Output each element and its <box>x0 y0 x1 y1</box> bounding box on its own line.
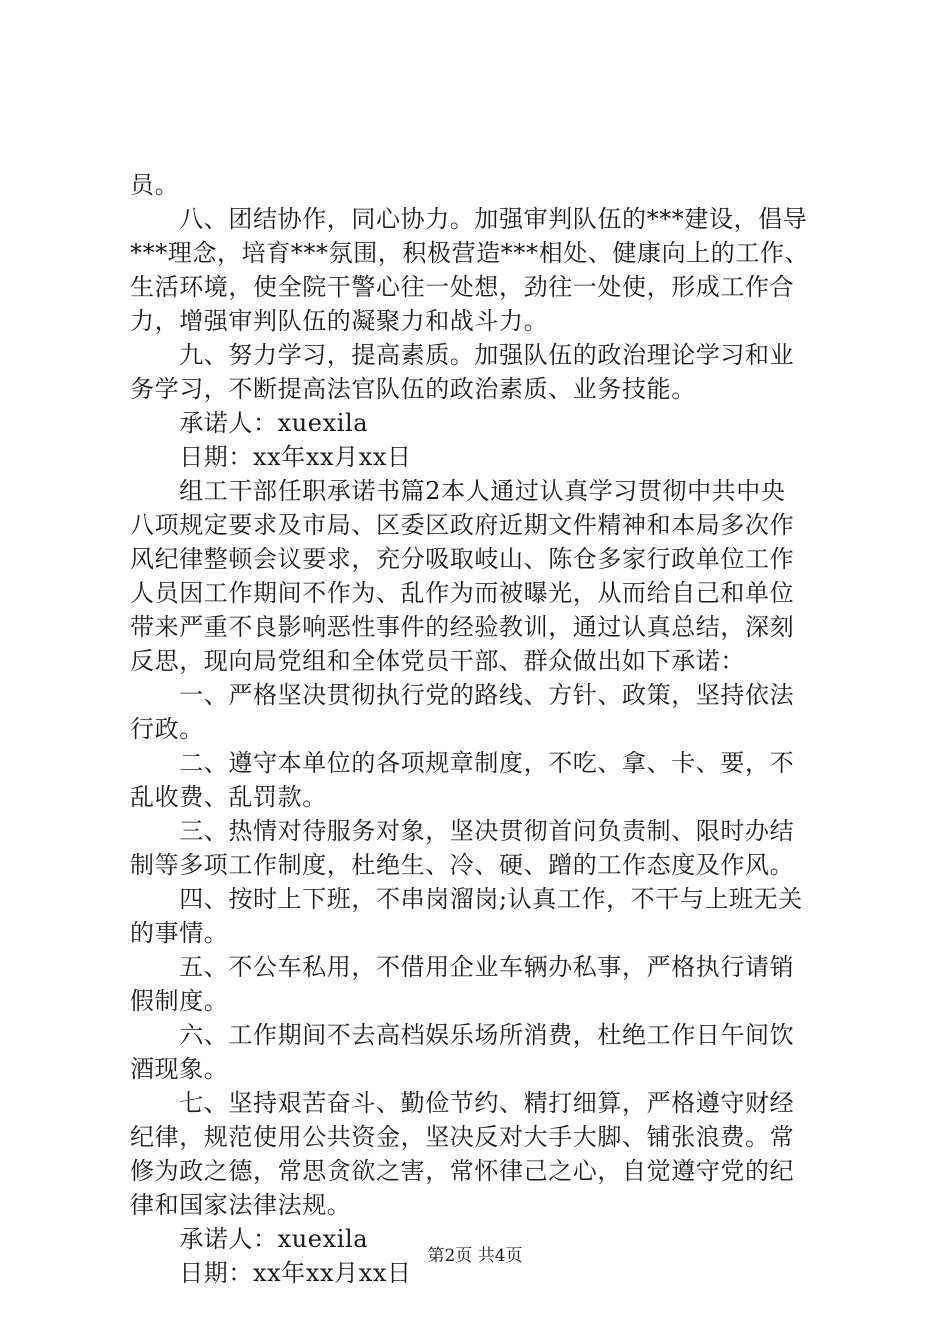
text-line: 修为政之德，常思贪欲之害，常怀律己之心，自觉遵守党的纪 <box>130 1157 795 1185</box>
signature-line: 承诺人：xuexila <box>130 1225 369 1253</box>
date-line: 日期：xx年xx月xx日 <box>130 443 412 471</box>
signature-line: 承诺人：xuexila <box>130 409 369 437</box>
text-line: 三、热情对待服务对象，坚决贯彻首问负责制、限时办结 <box>130 817 795 845</box>
text-line: 员。 <box>130 171 180 199</box>
text-line: 九、努力学习，提高素质。加强队伍的政治理论学习和业 <box>130 341 795 369</box>
text-line: 五、不公车私用，不借用企业车辆办私事，严格执行请销 <box>130 953 795 981</box>
text-line: 风纪律整顿会议要求，充分吸取岐山、陈仓多家行政单位工作 <box>130 545 795 573</box>
text-line: 四、按时上下班，不串岗溜岗;认真工作，不干与上班无关 <box>130 885 803 913</box>
text-line: 组工干部任职承诺书篇2本人通过认真学习贯彻中共中央 <box>130 477 786 505</box>
date-line: 日期：xx年xx月xx日 <box>130 1259 412 1287</box>
text-line: 二、遵守本单位的各项规章制度，不吃、拿、卡、要，不 <box>130 749 795 777</box>
text-line: 八项规定要求及市局、区委区政府近期文件精神和本局多次作 <box>130 511 795 539</box>
text-line: 乱收费、乱罚款。 <box>130 783 327 811</box>
text-line: ***理念，培育***氛围，积极营造***相处、健康向上的工作、 <box>130 239 810 267</box>
text-line: 反思，现向局党组和全体党员干部、群众做出如下承诺： <box>130 647 745 675</box>
text-line: 生活环境，使全院干警心往一处想，劲往一处使，形成工作合 <box>130 273 795 301</box>
text-line: 一、严格坚决贯彻执行党的路线、方针、政策，坚持依法 <box>130 681 795 709</box>
page-number-footer: 第2页 共4页 <box>427 1246 523 1266</box>
text-line: 的事情。 <box>130 919 229 947</box>
text-line: 制等多项工作制度，杜绝生、冷、硬、蹭的工作态度及作风。 <box>130 851 795 879</box>
text-line: 六、工作期间不去高档娱乐场所消费，杜绝工作日午间饮 <box>130 1021 795 1049</box>
text-line: 纪律，规范使用公共资金，坚决反对大手大脚、铺张浪费。常 <box>130 1123 795 1151</box>
document-body <box>130 168 840 1290</box>
text-line: 律和国家法律法规。 <box>130 1191 352 1219</box>
text-line: 酒现象。 <box>130 1055 229 1083</box>
text-line: 八、团结协作，同心协力。加强审判队伍的***建设，倡导 <box>130 205 808 233</box>
text-line: 人员因工作期间不作为、乱作为而被曝光，从而给自己和单位 <box>130 579 795 607</box>
text-line: 务学习，不断提高法官队伍的政治素质、业务技能。 <box>130 375 696 403</box>
text-line: 七、坚持艰苦奋斗、勤俭节约、精打细算，严格遵守财经 <box>130 1089 795 1117</box>
text-line: 假制度。 <box>130 987 229 1015</box>
text-line: 带来严重不良影响恶性事件的经验教训，通过认真总结，深刻 <box>130 613 795 641</box>
text-line: 行政。 <box>130 715 204 743</box>
text-line: 力，增强审判队伍的凝聚力和战斗力。 <box>130 307 549 335</box>
